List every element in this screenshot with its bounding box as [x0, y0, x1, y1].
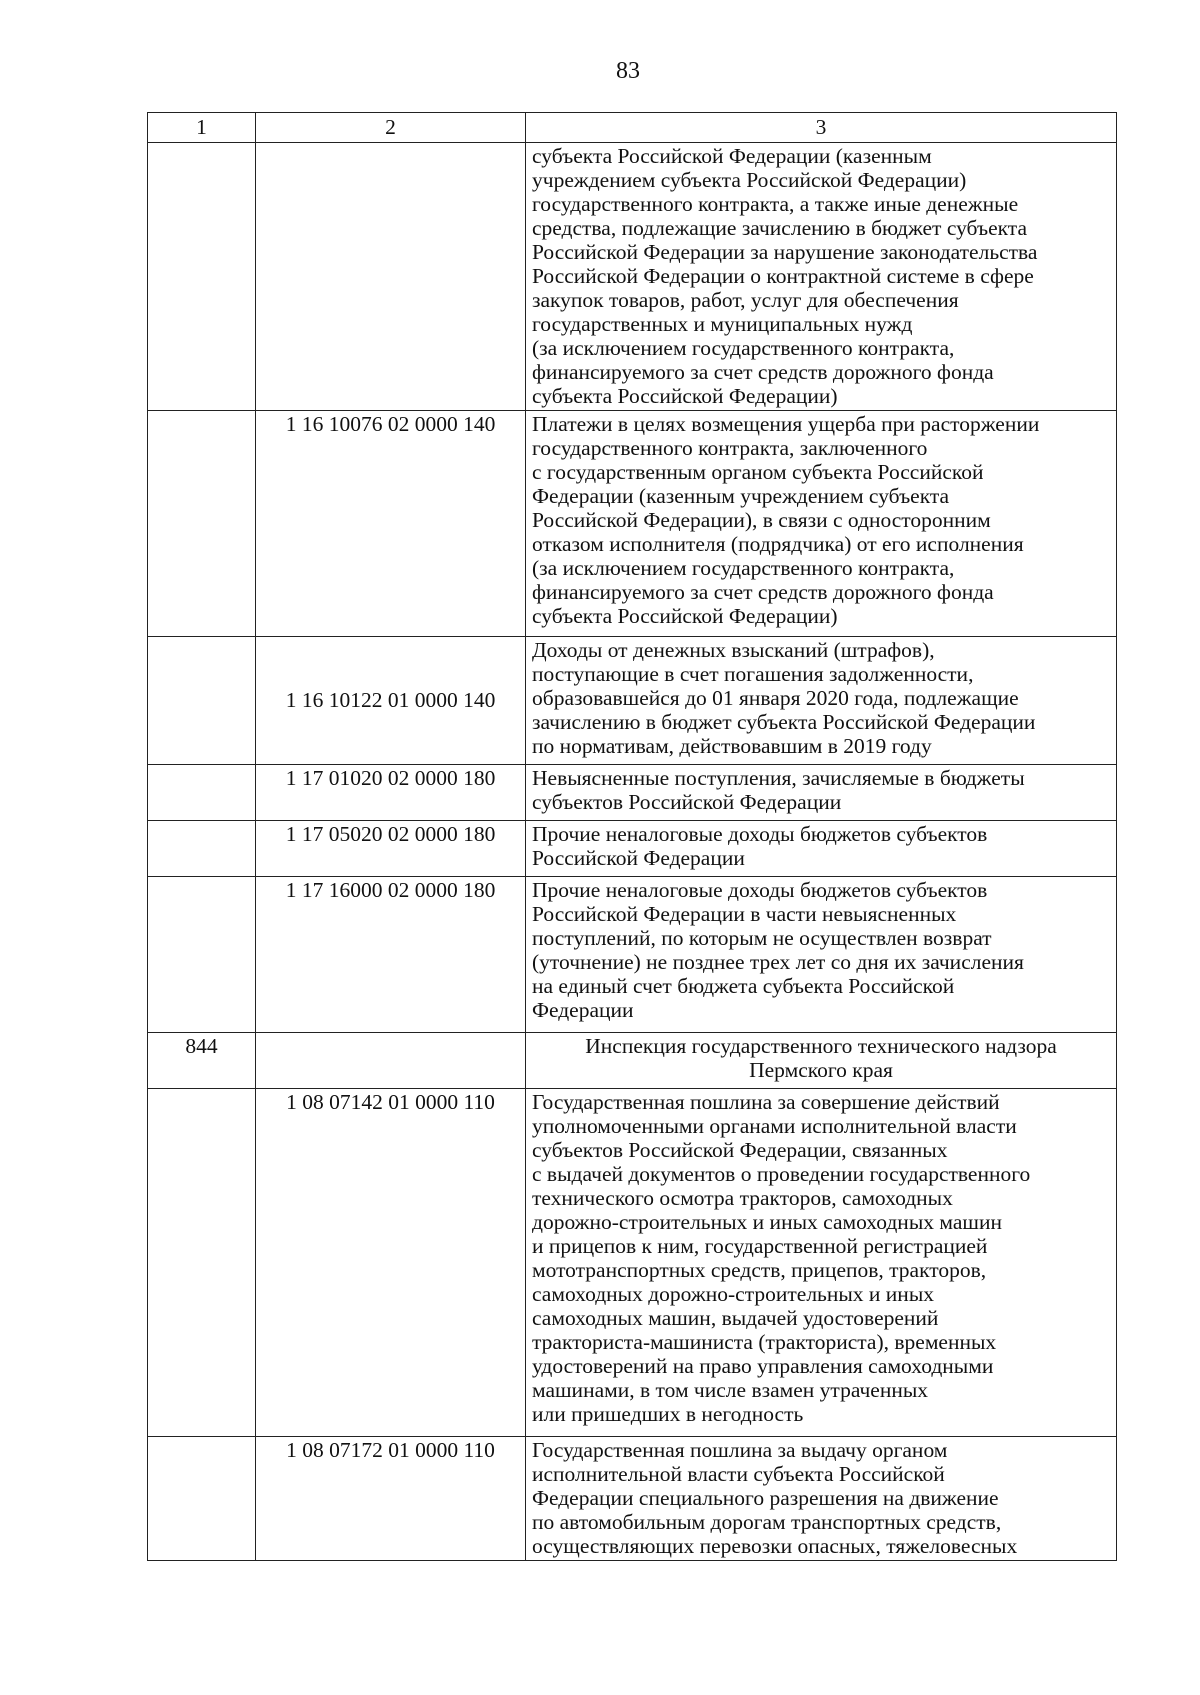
revenue-description-cell: Прочие неналоговые доходы бюджетов субъектов Российской Федерации в части невыясненных поступлений, по которым не осуществлен возврат (уточнение) не позднее трех лет со дня их зачисления на единый счет бюджета субъекта Российской Федерации — [526, 877, 1117, 1033]
revenue-description-cell: Прочие неналоговые доходы бюджетов субъектов Российской Федерации — [526, 821, 1117, 877]
table-row — [148, 821, 1117, 877]
revenue-description-cell: Платежи в целях возмещения ущерба при расторжении государственного контракта, заключенного с государственным органом субъекта Российской Федерации (казенным учреждением субъекта Российской Федерации), в связи с односторонним отказом исполнителя (подрядчика) от его исполнения (за исключением государственного контракта, финансируемого за счет средств дорожного фонда субъекта Российской Федерации) — [526, 411, 1117, 637]
revenue-description-cell: Государственная пошлина за выдачу органом исполнительной власти субъекта Российской Федерации специального разрешения на движение по автомобильным дорогам транспортных средств, осуществляющих перевозки опасных, тяжеловесных — [526, 1437, 1117, 1561]
table-row — [148, 1089, 1117, 1437]
revenue-code-cell: 1 08 07142 01 0000 110 — [256, 1089, 526, 1437]
revenue-code-cell: 1 17 01020 02 0000 180 — [256, 765, 526, 821]
column-header-1: 1 — [148, 113, 256, 143]
table-row — [148, 877, 1117, 1033]
admin-code-cell: 844 — [148, 1033, 256, 1089]
admin-code-cell — [148, 1437, 256, 1561]
page-number: 83 — [616, 58, 640, 84]
table-header-row — [148, 113, 1117, 143]
column-header-2: 2 — [256, 113, 526, 143]
table-row — [148, 411, 1117, 637]
admin-code-cell — [148, 877, 256, 1033]
admin-code-cell — [148, 637, 256, 765]
revenue-description-cell: Доходы от денежных взысканий (штрафов), поступающие в счет погашения задолженности, образовавшейся до 01 января 2020 года, подлежащие зачислению в бюджет субъекта Российской Федерации по нормативам, действовавшим в 2019 году — [526, 637, 1117, 765]
table-row — [148, 143, 1117, 411]
column-header-3: 3 — [526, 113, 1117, 143]
table-row — [148, 637, 1117, 765]
administrator-name-cell: Инспекция государственного технического надзора Пермского края — [526, 1033, 1117, 1089]
table-row — [148, 1437, 1117, 1561]
revenue-code-cell — [256, 143, 526, 411]
revenue-code-cell: 1 17 16000 02 0000 180 — [256, 877, 526, 1033]
revenue-codes-table — [147, 112, 1117, 1561]
admin-code-cell — [148, 1089, 256, 1437]
revenue-code-cell — [256, 1033, 526, 1089]
admin-code-cell — [148, 143, 256, 411]
revenue-description-cell: субъекта Российской Федерации (казенным учреждением субъекта Российской Федерации) государственного контракта, а также иные денежные средства, подлежащие зачислению в бюджет субъекта Российской Федерации за нарушение законодательства Российской Федерации о контрактной системе в сфере закупок товаров, работ, услуг для обеспечения государственных и муниципальных нужд (за исключением государственного контракта, финансируемого за счет средств дорожного фонда субъекта Российской Федерации) — [526, 143, 1117, 411]
table-row — [148, 765, 1117, 821]
table-row-section — [148, 1033, 1117, 1089]
revenue-description-cell: Государственная пошлина за совершение действий уполномоченными органами исполнительной власти субъектов Российской Федерации, связанных с выдачей документов о проведении государственного технического осмотра тракторов, самоходных дорожно-строительных и иных самоходных машин и прицепов к ним, государственной регистрацией мототранспортных средств, прицепов, тракторов, самоходных дорожно-строительных и иных самоходных машин, выдачей удостоверений тракториста-машиниста (тракториста), временных удостоверений на право управления самоходными машинами, в том числе взамен утраченных или пришедших в негодность — [526, 1089, 1117, 1437]
admin-code-cell — [148, 765, 256, 821]
admin-code-cell — [148, 411, 256, 637]
revenue-code-cell: 1 16 10122 01 0000 140 — [256, 637, 526, 765]
admin-code-cell — [148, 821, 256, 877]
revenue-code-cell: 1 08 07172 01 0000 110 — [256, 1437, 526, 1561]
revenue-code-cell: 1 17 05020 02 0000 180 — [256, 821, 526, 877]
revenue-code-cell: 1 16 10076 02 0000 140 — [256, 411, 526, 637]
revenue-description-cell: Невыясненные поступления, зачисляемые в бюджеты субъектов Российской Федерации — [526, 765, 1117, 821]
